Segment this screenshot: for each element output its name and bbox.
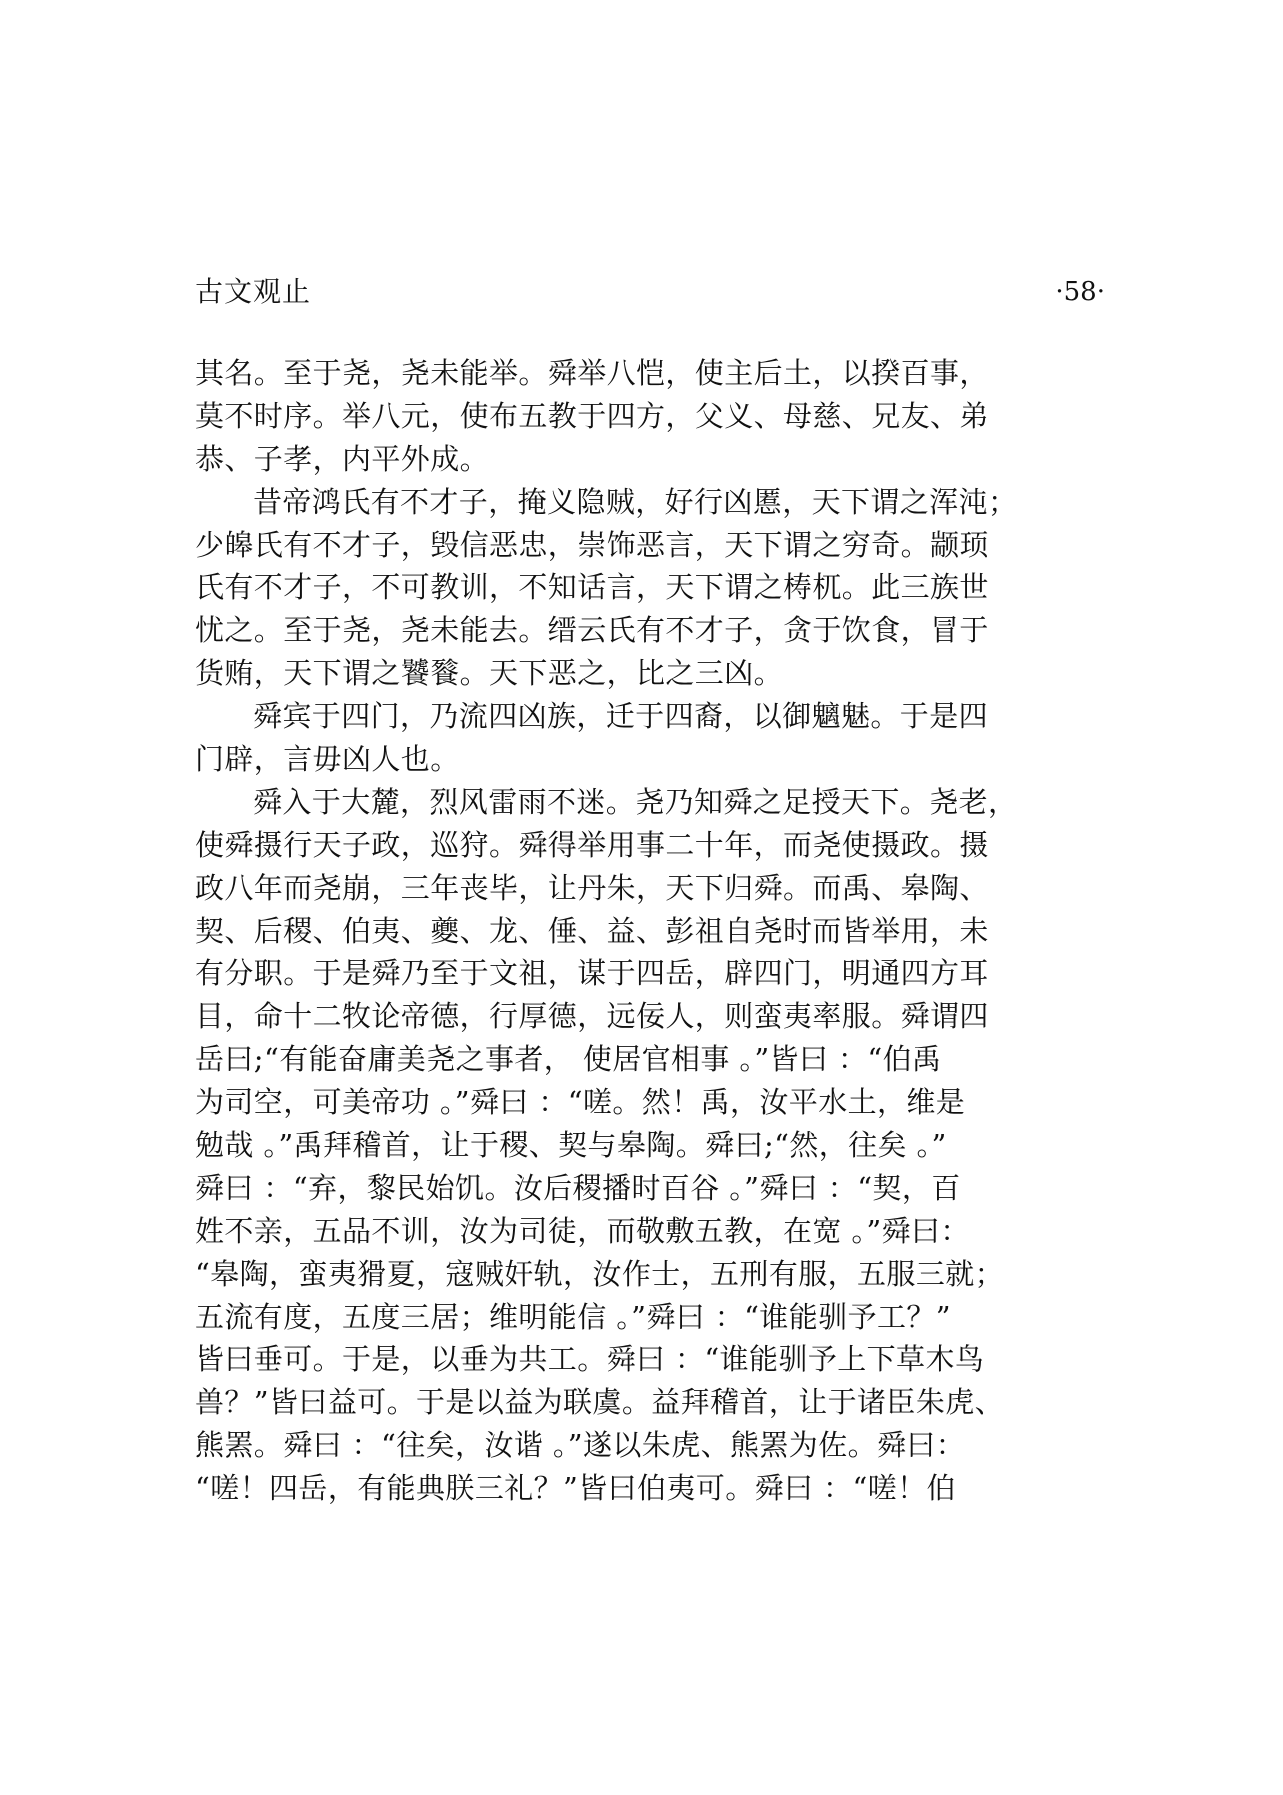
text-line: 姓不亲，五品不训，汝为司徒，而敬敷五教，在宽 。”舜曰： [195, 1213, 970, 1248]
text-line: 五流有度，五度三居；维明能信 。”舜曰 ：“谁能驯予工？” [195, 1299, 952, 1334]
text-line: 目，命十二牧论帝德，行厚德，远佞人，则蛮夷率服。舜谓四 [195, 999, 989, 1034]
text-line: 少皞氏有不才子，毁信恶忠，崇饰恶言，天下谓之穷奇。颛顼 [195, 527, 989, 562]
text-line: 舜曰 ：“弃，黎民始饥。汝后稷播时百谷 。”舜曰 ：“契，百 [195, 1170, 961, 1205]
text-line: 恭、子孝，内平外成。 [195, 441, 490, 476]
text-line: “嗟！四岳，有能典朕三礼？”皆曰伯夷可。舜曰 ：“嗟！伯 [195, 1471, 956, 1506]
text-line: 兽？”皆曰益可。于是以益为联虞。益拜稽首，让于诸臣朱虎、 [195, 1385, 1005, 1420]
page-number: ·58· [1055, 277, 1105, 307]
text-line: 政八年而尧崩，三年丧毕，让丹朱，天下归舜。而禹、皋陶、 [195, 870, 989, 905]
text-line: 莫不时序。举八元，使布五教于四方，父义、母慈、兄友、弟 [195, 398, 989, 433]
text-line: 氏有不才子，不可教训，不知话言，天下谓之梼杌。此三族世 [195, 570, 989, 605]
text-line: 舜入于大麓，烈风雷雨不迷。尧乃知舜之足授天下。尧老， [253, 784, 1018, 819]
text-line: 其名。至于尧，尧未能举。舜举八恺，使主后土，以揆百事， [195, 356, 989, 390]
book-title: 古文观止 [195, 275, 312, 308]
text-line: 昔帝鸿氏有不才子，掩义隐贼，好行凶慝，天下谓之浑沌； [253, 484, 1018, 519]
running-header [195, 272, 1105, 312]
text-line: “皋陶，蛮夷猾夏，寇贼奸轨，汝作士，五刑有服，五服三就； [195, 1256, 1005, 1291]
text-line: 货贿，天下谓之饕餮。天下恶之，比之三凶。 [195, 656, 784, 691]
body-text [195, 352, 1105, 1510]
text-line: 忧之。至于尧，尧未能去。缙云氏有不才子，贪于饮食，冒于 [195, 613, 989, 648]
text-line: 门辟，言毋凶人也。 [195, 742, 460, 777]
text-line: 舜宾于四门，乃流四凶族，迁于四裔，以御魑魅。于是四 [253, 699, 989, 734]
text-line: 有分职。于是舜乃至于文祖，谋于四岳，辟四门，明通四方耳 [195, 956, 989, 991]
text-line: 熊罴。舜曰 ：“往矣，汝谐 。”遂以朱虎、熊罴为佐。舜曰： [195, 1428, 966, 1463]
text-line: 为司空，可美帝功 。”舜曰 ：“嗟。然！禹，汝平水土，维是 [195, 1085, 966, 1120]
text-line: 皆曰垂可。于是，以垂为共工。舜曰 ：“谁能驯予上下草木鸟 [195, 1342, 985, 1377]
text-line: 使舜摄行天子政，巡狩。舜得举用事二十年，而尧使摄政。摄 [195, 827, 989, 862]
text-line: 岳曰;“有能奋庸美尧之事者， 使居官相事 。”皆曰 ：“伯禹 [195, 1042, 942, 1077]
text-line: 勉哉 。”禹拜稽首，让于稷、契与皋陶。舜曰;“然，往矣 。” [195, 1128, 947, 1163]
text-line: 契、后稷、伯夷、夔、龙、倕、益、彭祖自尧时而皆举用，未 [195, 913, 989, 948]
